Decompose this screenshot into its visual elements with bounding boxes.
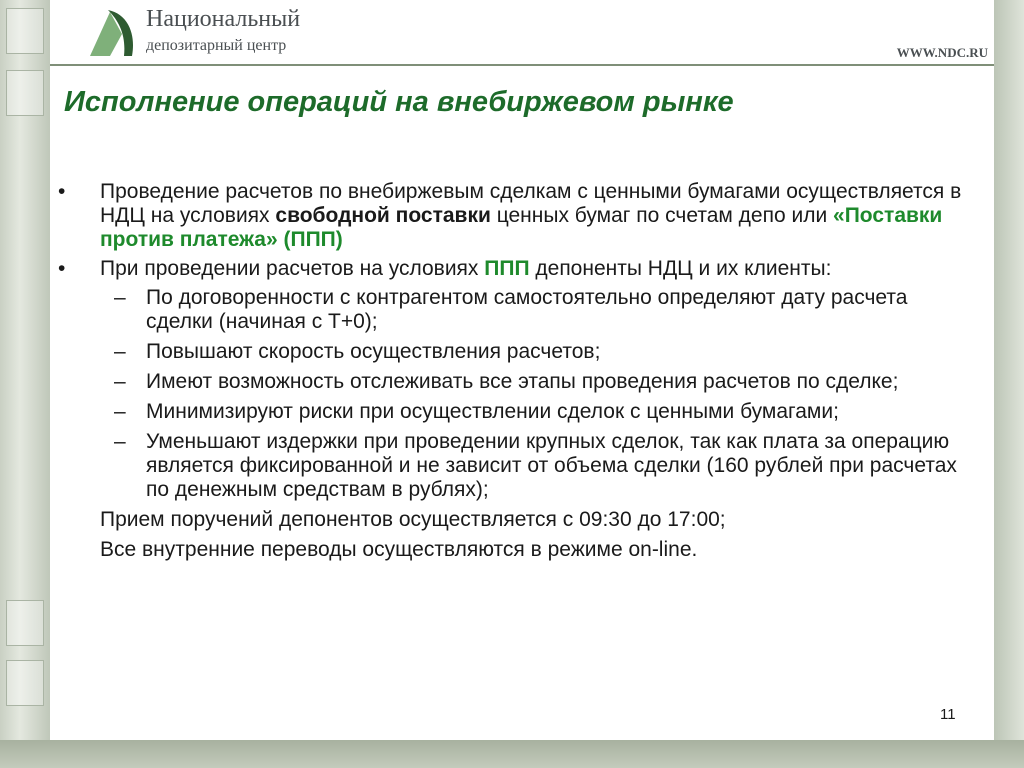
sub-list-item bbox=[58, 400, 968, 424]
dash-icon: – bbox=[114, 340, 126, 363]
bullet-item bbox=[58, 180, 968, 252]
sub-item-text: Повышают скорость осуществления расчетов; bbox=[146, 340, 601, 363]
dash-icon: – bbox=[114, 400, 126, 423]
bullet-text: Проведение расчетов по внебиржевым сделкам с ценными бумагами осуществляется в НДЦ на условиях bbox=[100, 180, 962, 227]
dash-icon: – bbox=[114, 286, 126, 309]
dash-icon: – bbox=[114, 430, 126, 453]
slide-content bbox=[58, 180, 968, 568]
sub-list-item bbox=[58, 286, 968, 334]
sub-item-text: Минимизируют риски при осуществлении сделок с ценными бумагами; bbox=[146, 400, 839, 423]
logo-title: Национальный bbox=[146, 6, 301, 32]
left-decorative-strip bbox=[0, 0, 50, 768]
page-title: Исполнение операций на внебиржевом рынке bbox=[64, 86, 734, 118]
bottom-decorative-bar bbox=[0, 740, 1024, 768]
dvp-abbrev: ППП bbox=[484, 257, 530, 280]
page-number: 11 bbox=[940, 706, 956, 723]
bullet-icon: • bbox=[58, 180, 66, 203]
site-url[interactable]: WWW.NDC.RU bbox=[896, 45, 988, 60]
sub-item-text: Имеют возможность отслеживать все этапы проведения расчетов по сделке; bbox=[146, 370, 899, 393]
building-window bbox=[6, 70, 44, 116]
right-decorative-strip bbox=[994, 0, 1024, 768]
building-window bbox=[6, 660, 44, 706]
bullet-text: При проведении расчетов на условиях bbox=[100, 257, 485, 280]
bullet-item bbox=[58, 257, 968, 281]
logo-subtitle: депозитарный центр bbox=[146, 37, 287, 54]
bullet-text: депоненты НДЦ и их клиенты: bbox=[529, 257, 832, 280]
building-window bbox=[6, 8, 44, 54]
bullet-text: ценных бумаг по счетам депо или bbox=[490, 204, 834, 227]
building-window bbox=[6, 600, 44, 646]
bullet-icon: • bbox=[58, 257, 66, 280]
sub-list-item bbox=[58, 430, 968, 502]
sub-item-text: По договоренности с контрагентом самостоятельно определяют дату расчета сделки (начиная с Т+0); bbox=[146, 286, 908, 333]
dvp-term: «Поставки против платежа» (ППП) bbox=[100, 204, 943, 251]
sub-list-item bbox=[58, 370, 968, 394]
note-line: Все внутренние переводы осуществляются в режиме on-line. bbox=[100, 538, 698, 561]
ndc-logo-icon bbox=[88, 6, 138, 60]
sub-item-text: Уменьшают издержки при проведении крупных сделок, так как плата за операцию является фиксированной и не зависит от объема сделки (160 рублей при расчетах по денежным средствам в рублях); bbox=[146, 430, 957, 501]
header-divider bbox=[50, 64, 994, 66]
note-line: Прием поручений депонентов осуществляется с 09:30 до 17:00; bbox=[100, 508, 726, 531]
free-delivery-term: свободной поставки bbox=[275, 204, 491, 227]
dash-icon: – bbox=[114, 370, 126, 393]
sub-list-item bbox=[58, 340, 968, 364]
